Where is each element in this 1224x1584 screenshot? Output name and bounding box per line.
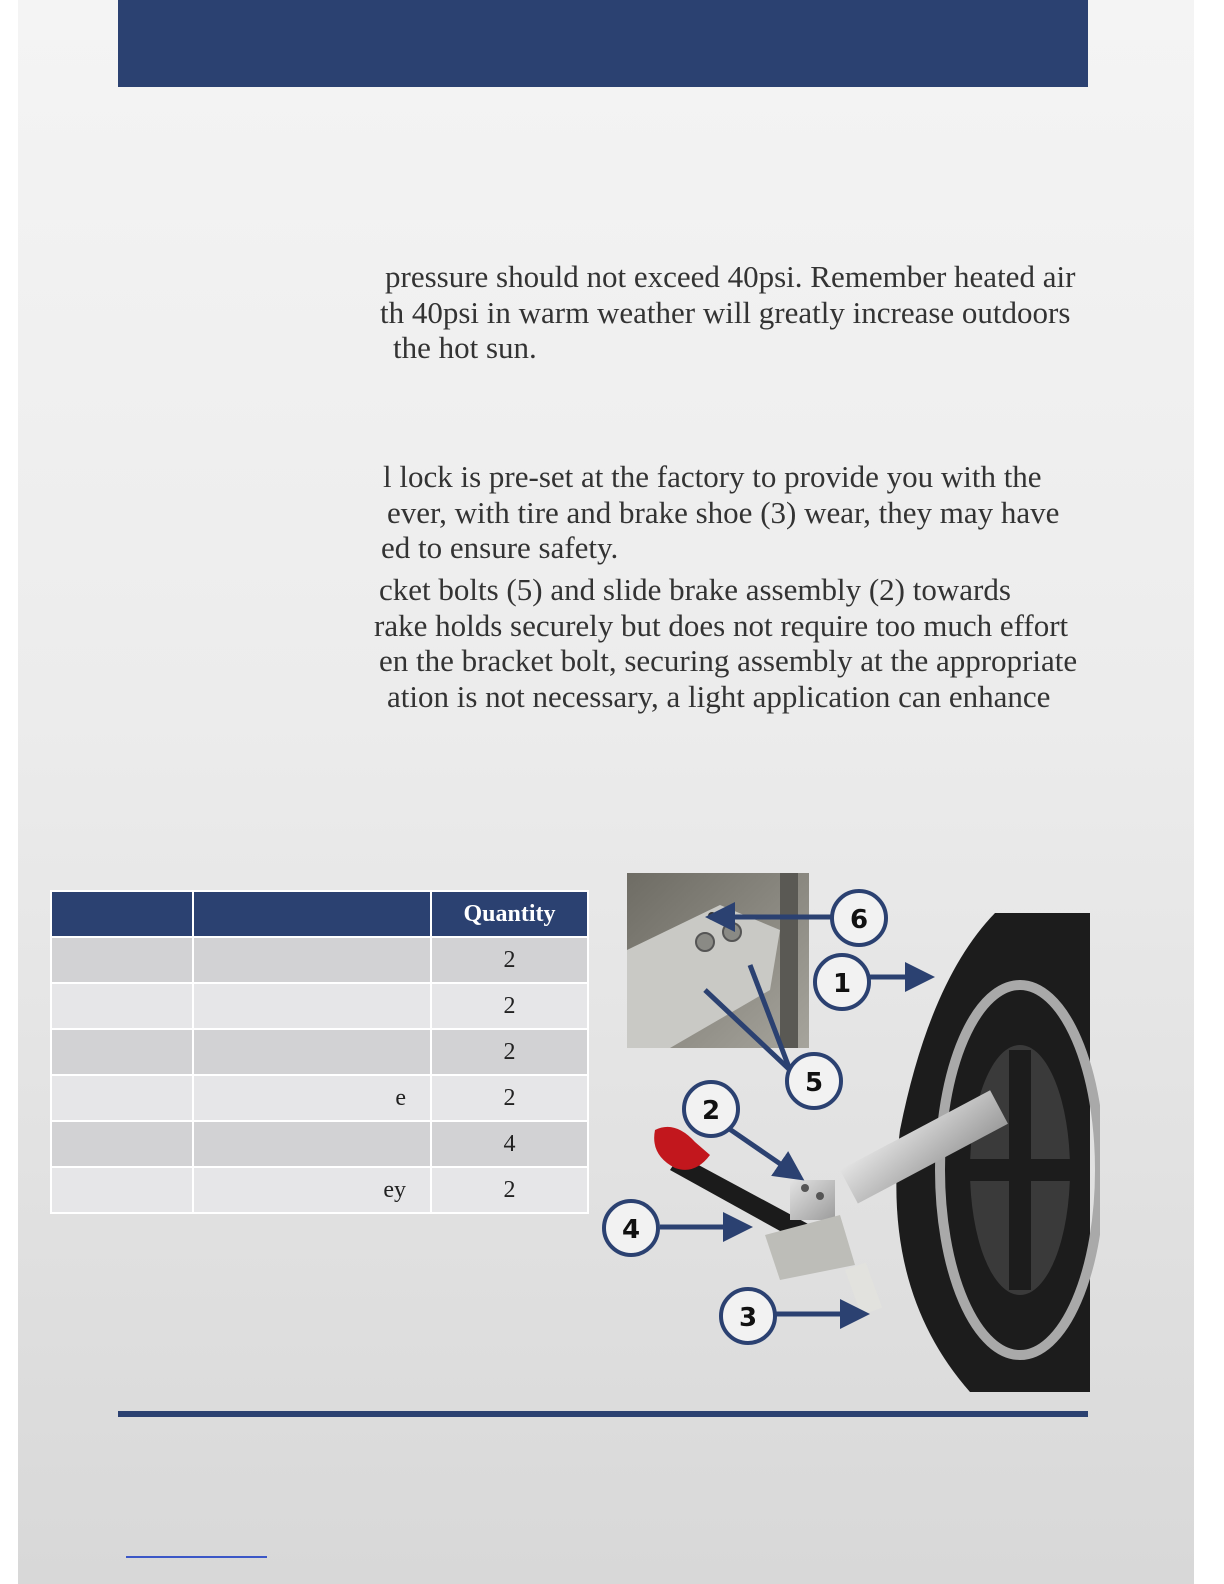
quantity-cell: 2 — [431, 1075, 588, 1121]
callout-3 — [721, 1289, 775, 1343]
table-header-row — [51, 891, 588, 937]
table-cell — [51, 1167, 193, 1213]
paragraph-wheel-lock — [381, 459, 1059, 566]
footer-rule — [118, 1411, 1088, 1417]
callout-label: 4 — [621, 1215, 641, 1245]
table-header-cell — [51, 891, 193, 937]
table-row — [51, 1167, 588, 1213]
callout-label: 3 — [738, 1303, 758, 1333]
quantity-cell: 2 — [431, 983, 588, 1029]
text-line: pressure should not exceed 40psi. Remember heated air — [385, 259, 1076, 294]
text-line: cket bolts (5) and slide brake assembly (2) towards — [379, 572, 1011, 607]
table-cell — [193, 1121, 431, 1167]
footer-link-underline[interactable] — [126, 1556, 267, 1558]
callout-label: 5 — [804, 1068, 824, 1098]
callout-label: 6 — [849, 905, 869, 935]
callout-label: 1 — [832, 969, 852, 999]
parts-table — [50, 890, 589, 1214]
quantity-cell: 2 — [431, 1167, 588, 1213]
text-line: ation is not necessary, a light application can enhance — [387, 678, 1051, 714]
table-header-quantity: Quantity — [431, 891, 588, 937]
text-line: rake holds securely but does not require too much effort — [374, 607, 1069, 643]
table-cell — [51, 1121, 193, 1167]
table-row — [51, 1029, 588, 1075]
table-row — [51, 1075, 588, 1121]
table-cell — [193, 937, 431, 983]
text-line: ever, with tire and brake shoe (3) wear, they may have — [387, 494, 1060, 530]
table-row — [51, 983, 588, 1029]
table-cell — [51, 1075, 193, 1121]
table-cell: e — [193, 1075, 431, 1121]
table-header-cell — [193, 891, 431, 937]
table-cell — [51, 937, 193, 983]
brake-assembly-figure — [600, 870, 1100, 1400]
table-cell — [51, 1029, 193, 1075]
callout-4 — [604, 1201, 658, 1255]
table-row — [51, 1121, 588, 1167]
callout-5 — [787, 1054, 841, 1108]
inset-photo — [627, 873, 809, 1048]
quantity-cell: 4 — [431, 1121, 588, 1167]
paragraph-adjustment — [374, 572, 1077, 714]
table-cell — [51, 983, 193, 1029]
quantity-cell: 2 — [431, 1029, 588, 1075]
callout-1 — [815, 955, 869, 1009]
text-line: en the bracket bolt, securing assembly at the appropriate — [379, 643, 1078, 678]
table-cell — [193, 983, 431, 1029]
text-line: the hot sun. — [393, 330, 537, 365]
text-line: ed to ensure safety. — [381, 530, 619, 565]
callout-6 — [832, 891, 886, 945]
table-cell: ey — [193, 1167, 431, 1213]
brake-assembly-illustration — [600, 870, 1100, 1400]
callout-label: 2 — [701, 1096, 721, 1126]
quantity-cell: 2 — [431, 937, 588, 983]
text-line: th 40psi in warm weather will greatly increase outdoors — [380, 294, 1071, 330]
table-row — [51, 937, 588, 983]
table-cell — [193, 1029, 431, 1075]
text-line: l lock is pre-set at the factory to provide you with the — [383, 459, 1042, 494]
header-bar — [118, 0, 1088, 87]
paragraph-tire-pressure — [380, 259, 1075, 366]
callout-2 — [684, 1082, 738, 1136]
